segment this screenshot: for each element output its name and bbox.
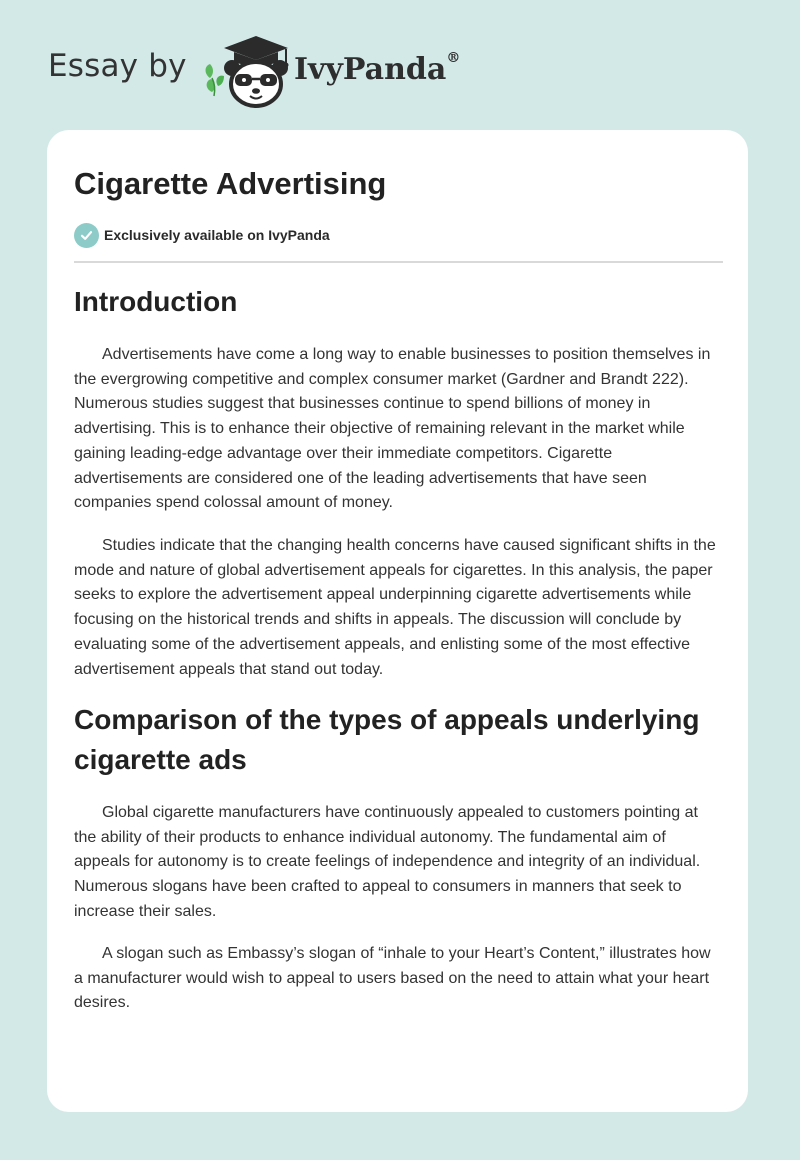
check-circle-icon [74, 223, 99, 248]
paragraph: Studies indicate that the changing health concerns have caused significant shifts in the mode and nature of global advertisement appeals for cigarettes. In this analysis, the paper seeks to explore the advertisement appeal underpinning cigarette advertisements while focusing on the historical trends and shifts in appeals. The discussion will conclude by evaluating some of the advertisement appeals, and enlisting some of the most effective advertisement appeals that stand out today. [74, 537, 716, 678]
registered-mark: ® [446, 50, 461, 66]
brand-logo[interactable] [294, 52, 460, 87]
section-heading-introduction: Introduction [74, 286, 238, 317]
panda-graduate-icon[interactable] [202, 34, 290, 110]
essay-by-label: Essay by [48, 48, 187, 84]
exclusive-badge-label: Exclusively available on IvyPanda [104, 227, 330, 243]
paragraph: A slogan such as Embassy’s slogan of “inhale to your Heart’s Content,” illustrates how a manufacturer would wish to appeal to users based on the need to attain what your heart desires. [74, 945, 711, 1012]
page-title: Cigarette Advertising [74, 166, 387, 201]
essay-card [47, 130, 748, 1112]
brand-name: IvyPanda [294, 52, 447, 87]
paragraph: Advertisements have come a long way to enable businesses to position themselves in the evergrowing competitive and complex consumer market (Gardner and Brandt 222). Numerous studies suggest that businesses continue to spend billions of money in advertising. This is to enhance their objective of remaining relevant in the market while gaining leading-edge advantage over their immediate competitors. Cigarette advertisements are considered one of the leading advertisements that have seen companies spend colossal amount of money. [74, 346, 711, 512]
site-header [48, 30, 468, 110]
paragraph: Global cigarette manufacturers have continuously appealed to customers pointing at the ability of their products to enhance individual autonomy. The fundamental aim of appeals for autonomy is to create feelings of independence and integrity of an individual. Numerous slogans have been crafted to appeal to consumers in manners that seek to increase their sales. [74, 804, 701, 920]
exclusive-badge [74, 222, 330, 248]
title-divider [74, 261, 723, 263]
section-heading-comparison: Comparison of the types of appeals underlying cigarette ads [74, 704, 700, 775]
